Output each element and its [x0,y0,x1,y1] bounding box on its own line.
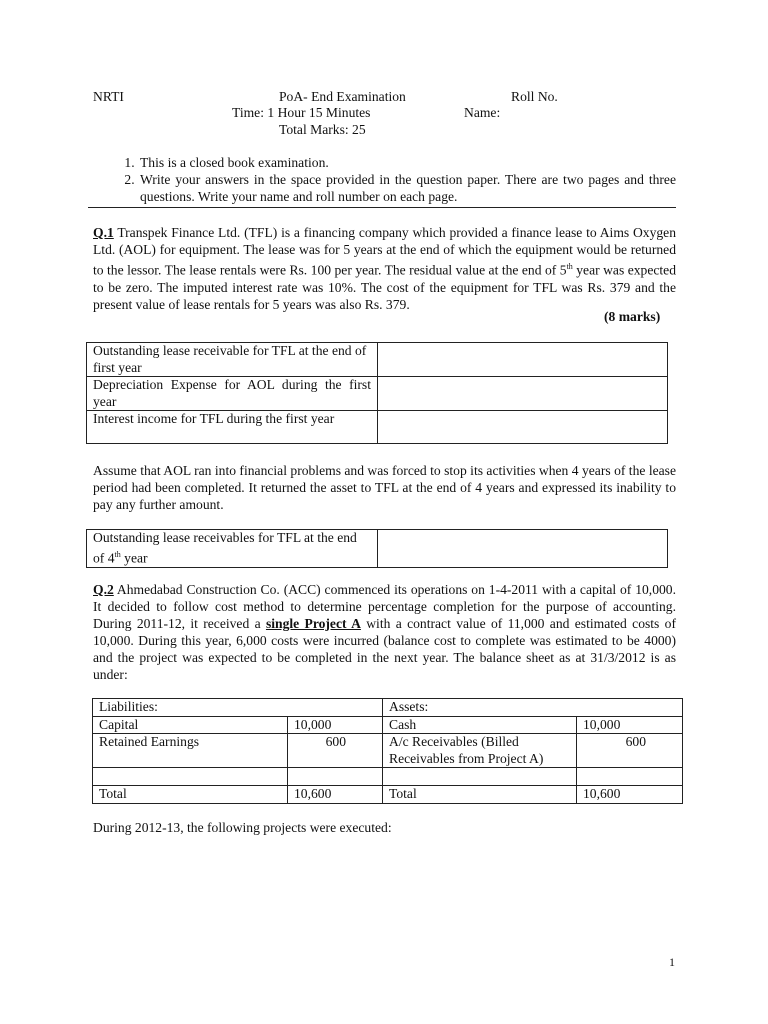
superscript: th [114,549,121,559]
liability-label: Retained Earnings [93,734,288,768]
liability-label: Capital [93,716,288,734]
asset-value [577,768,683,786]
table-row [93,768,683,786]
question-2-text [93,581,676,683]
table-row [93,786,683,804]
liabilities-header: Liabilities: [93,699,383,717]
question-1-answer-table [86,342,668,444]
assets-header: Assets: [383,699,683,717]
instructions-list [92,154,676,205]
question-1-marks: (8 marks) [604,309,661,324]
total-marks: Total Marks: 25 [279,122,366,137]
name-label: Name: [464,105,501,120]
roll-number-label: Roll No. [511,89,558,104]
liability-value [288,768,383,786]
asset-value: 10,000 [577,716,683,734]
table-row [87,377,668,411]
table-row [93,734,683,768]
liability-value: 10,000 [288,716,383,734]
liability-total-label: Total [93,786,288,804]
table-row [87,530,668,568]
exam-duration: Time: 1 Hour 15 Minutes [232,105,371,120]
instruction-item: 1. This is a closed book examination. [138,154,676,171]
answer-cell[interactable] [378,530,668,568]
table-row [87,411,668,444]
table-row [87,343,668,377]
question-2-closing: During 2012-13, the following projects were executed: [93,820,392,835]
page-number: 1 [669,955,675,969]
answer-cell[interactable] [378,343,668,377]
answer-cell[interactable] [378,411,668,444]
exam-title: PoA- End Examination [279,89,406,104]
asset-label: Cash [383,716,577,734]
question-1-text [93,224,676,313]
table-header-row [93,699,683,717]
asset-value: 600 [577,734,683,768]
question-2-body: Ahmedabad Construction Co. (ACC) commenced its operations on 1-4-2011 with a capital of 10,000. It decided to follow cost method to determine percentage completion for the purpose of accounting. During 2011-12, it received a [93,582,676,631]
table-cell-question: Interest income for TFL during the first year [87,411,378,444]
liability-value: 600 [288,734,383,768]
table-cell-question [87,530,378,568]
instruction-item: 2. Write your answers in the space provided in the question paper. There are two pages and three questions. Write your name and roll number on each page. [138,171,676,205]
asset-total-value: 10,600 [577,786,683,804]
question-1-scenario: Assume that AOL ran into financial problems and was forced to stop its activities when 4 years of the lease period had been completed. It returned the asset to TFL at the end of 4 years and expressed its inability to pay any further amount. [93,463,676,512]
table-cell-question: Depreciation Expense for AOL during the first year [87,377,378,411]
table-row [93,716,683,734]
cell-text: Outstanding lease receivables for TFL at the end of 4 [93,530,357,566]
question-2-body-cont: with a contract value of 11,000 and estimated costs of 10,000. During this year, 6,000 costs were incurred (balance cost to complete was estimated to be 4000) and the project was expected to be completed in the next year. The balance sheet as at 31/3/2012 is as under: [93,616,676,682]
liability-label [93,768,288,786]
section-divider [88,207,676,208]
asset-total-label: Total [383,786,577,804]
question-1-body: Transpek Finance Ltd. (TFL) is a financing company which provided a finance lease to Aims Oxygen Ltd. (AOL) for equipment. The lease was for 5 years at the end of which the equipment would be returned to the lessor. The lease rentals were Rs. 100 per year. The residual value at the end of 5 [93,225,676,278]
question-1-body-cont: year was expected to be zero. The imputed interest rate was 10%. The cost of the equipment for TFL was Rs. 379 and the present value of lease rentals for 5 years was also Rs. 379. [93,262,677,312]
cell-text-tail: year [120,550,148,566]
asset-label [383,768,577,786]
answer-cell[interactable] [378,377,668,411]
question-2-label: Q.2 [93,582,114,597]
institute-name: NRTI [93,89,124,104]
liability-total-value: 10,600 [288,786,383,804]
question-1-label: Q.1 [93,225,114,240]
table-cell-question: Outstanding lease receivable for TFL at the end of first year [87,343,378,377]
project-a-emphasis: single Project A [265,616,361,631]
balance-sheet-table [92,698,683,804]
superscript: th [566,262,573,271]
question-1-second-table [86,529,668,568]
asset-label: A/c Receivables (Billed Receivables from Project A) [383,734,577,768]
